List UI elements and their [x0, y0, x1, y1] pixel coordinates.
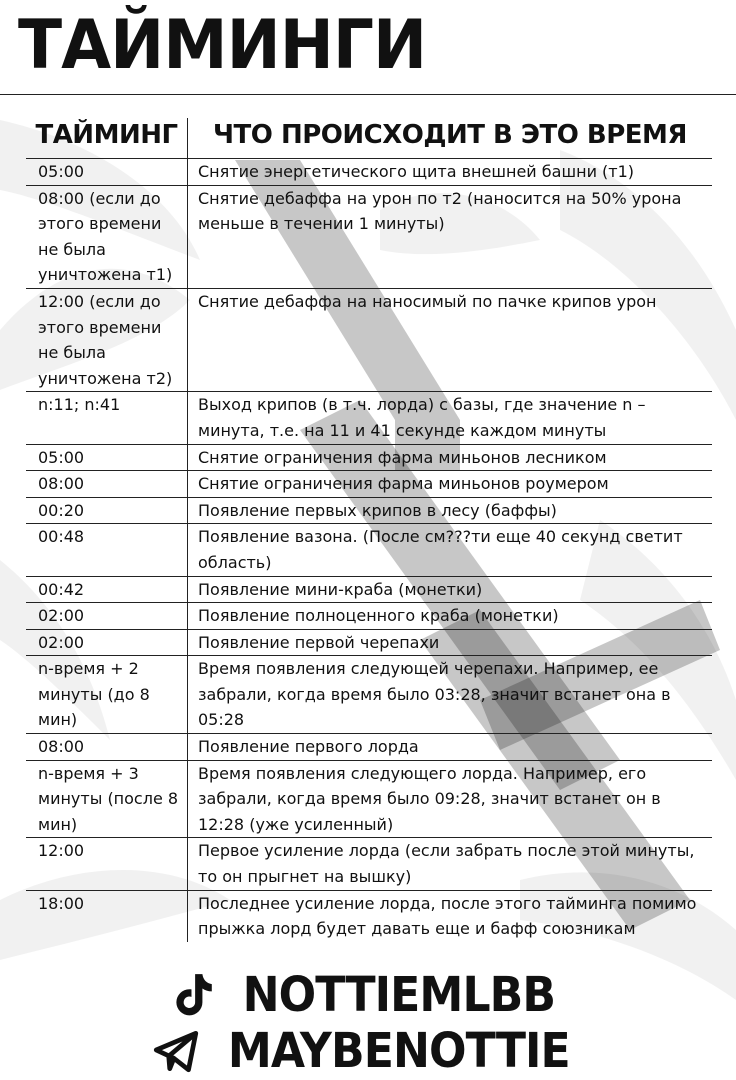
event-cell: Снятие дебаффа на наносимый по пачке крипов урон — [188, 288, 713, 391]
timing-cell: 08:00 — [26, 734, 188, 761]
timing-cell: 02:00 — [26, 629, 188, 656]
table-row — [26, 185, 712, 288]
table-row — [26, 629, 712, 656]
timing-cell: n:11; n:41 — [26, 392, 188, 444]
timing-cell: 00:48 — [26, 524, 188, 576]
event-cell: Снятие ограничения фарма миньонов лесником — [188, 444, 713, 471]
tiktok-handle: NOTTIEMLBB — [242, 967, 556, 1023]
table-row — [26, 288, 712, 391]
event-cell: Появление первой черепахи — [188, 629, 713, 656]
timing-cell: 00:20 — [26, 497, 188, 524]
timing-cell: 00:42 — [26, 576, 188, 603]
table-row — [26, 656, 712, 734]
tiktok-icon — [167, 970, 217, 1020]
event-cell: Снятие энергетического щита внешней башни (т1) — [188, 159, 713, 186]
event-cell: Время появления следующего лорда. Например, его забрали, когда время было 09:28, значит встанет он в 12:28 (уже усиленный) — [188, 760, 713, 838]
timing-cell: 02:00 — [26, 603, 188, 630]
event-cell: Выход крипов (в т.ч. лорда) с базы, где значение n – минута, т.е. на 11 и 41 секунде каждом минуты — [188, 392, 713, 444]
event-cell: Появление первых крипов в лесу (баффы) — [188, 497, 713, 524]
table-row — [26, 838, 712, 890]
event-cell: Первое усиление лорда (если забрать после этой минуты, то он прыгнет на вышку) — [188, 838, 713, 890]
event-cell: Появление первого лорда — [188, 734, 713, 761]
table-row — [26, 734, 712, 761]
telegram-icon — [151, 1026, 201, 1076]
event-cell: Снятие дебаффа на урон по т2 (наносится на 50% урона меньше в течении 1 минуты) — [188, 185, 713, 288]
title-divider — [0, 94, 736, 95]
table-row — [26, 497, 712, 524]
timing-cell: 05:00 — [26, 159, 188, 186]
event-cell: Последнее усиление лорда, после этого тайминга помимо прыжка лорд будет давать еще и бафф союзникам — [198, 893, 697, 939]
timings-table — [26, 118, 712, 942]
table-row — [26, 890, 712, 942]
event-cell: Снятие ограничения фарма миньонов роумером — [188, 471, 713, 498]
timing-cell: 05:00 — [26, 444, 188, 471]
tiktok-link[interactable] — [0, 968, 736, 1022]
timing-cell: n-время + 3 минуты (после 8 мин) — [26, 760, 188, 838]
timing-cell: 12:00 — [26, 838, 188, 890]
table-row — [26, 603, 712, 630]
event-cell: Появление полноценного краба (монетки) — [188, 603, 713, 630]
page-title: ТАЙМИНГИ — [18, 6, 427, 85]
table-header-row — [26, 118, 712, 159]
social-footer — [0, 968, 736, 1080]
timing-cell: 08:00 (если до этого времени не была уничтожена т1) — [26, 185, 188, 288]
table-row — [26, 444, 712, 471]
event-cell: Появление вазона. (После см???ти еще 40 секунд светит область) — [188, 524, 713, 576]
header-event: ЧТО ПРОИСХОДИТ В ЭТО ВРЕМЯ — [188, 118, 713, 159]
table-row — [26, 159, 712, 186]
table-row — [26, 392, 712, 444]
table-row — [26, 576, 712, 603]
table-row — [26, 760, 712, 838]
event-cell: Появление мини-краба (монетки) — [188, 576, 713, 603]
timing-cell: 18:00 — [26, 890, 188, 942]
telegram-handle: MAYBENOTTIE — [228, 1023, 570, 1079]
timing-cell: 08:00 — [26, 471, 188, 498]
timing-cell: n-время + 2 минуты (до 8 мин) — [26, 656, 188, 734]
event-cell: Время появления следующей черепахи. Например, ее забрали, когда время было 03:28, значит встанет она в 05:28 — [188, 656, 713, 734]
telegram-link[interactable] — [0, 1024, 736, 1078]
header-timing: ТАЙМИНГ — [26, 118, 188, 159]
table-row — [26, 471, 712, 498]
table-row — [26, 524, 712, 576]
timing-cell: 12:00 (если до этого времени не была уничтожена т2) — [26, 288, 188, 391]
